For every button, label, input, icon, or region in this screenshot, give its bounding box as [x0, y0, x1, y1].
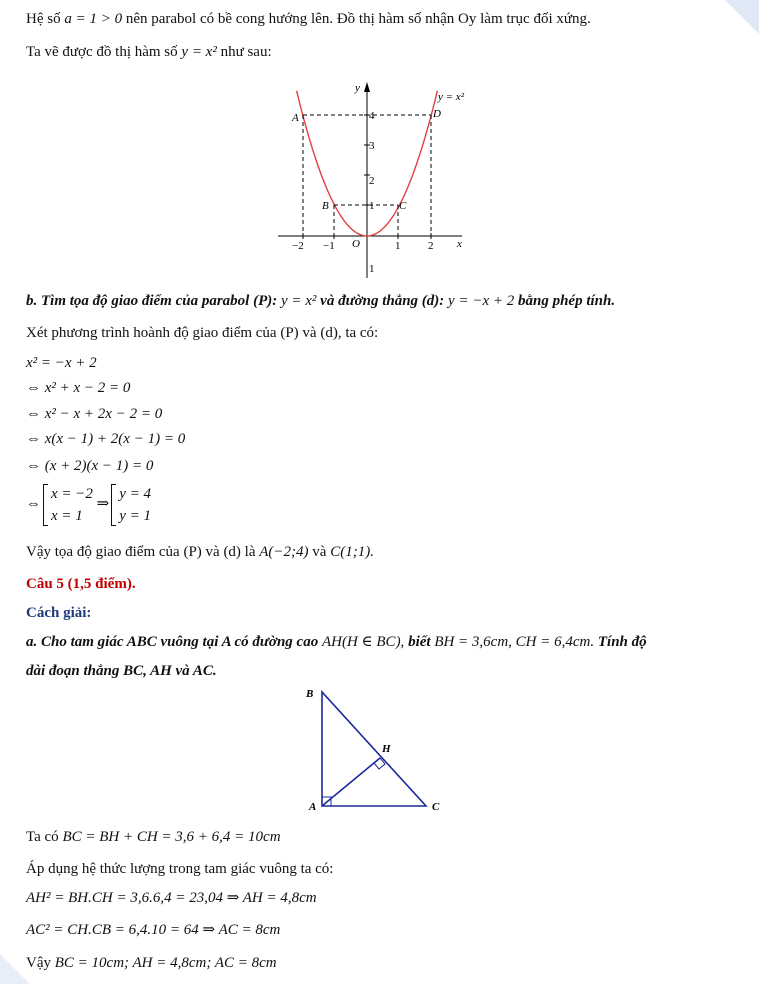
solution-heading: Cách giải:: [26, 605, 92, 621]
equation-2: ⇔ x² + x − 2 = 0: [26, 380, 131, 396]
point-A-label: A: [292, 112, 299, 124]
triangle-ABC: [322, 692, 426, 806]
text: và: [312, 544, 327, 560]
equivalence-symbol: ⇔: [26, 496, 41, 512]
question-5-heading: Câu 5 (1,5 điểm).: [26, 576, 136, 592]
text: Tính độ: [597, 634, 647, 650]
solution-step-3: AH² = BH.CH = 3,6.6,4 = 23,04 ⇒ AH = 4,8cm: [26, 890, 317, 906]
text: và đường thẳng (d):: [320, 293, 445, 309]
y-tick-label: 2: [369, 175, 375, 187]
text: x = 1: [51, 507, 83, 524]
text: Ta có: [26, 829, 59, 845]
y-axis-label: y: [355, 82, 360, 94]
equation-6: [26, 482, 151, 527]
math: AH(H ∈ BC),: [321, 634, 405, 650]
y-tick-label: 1: [369, 200, 375, 212]
equation-4: ⇔ x(x − 1) + 2(x − 1) = 0: [26, 431, 186, 447]
text: Vậy: [26, 955, 51, 971]
math: y = x²: [280, 293, 317, 309]
equation-3: ⇔ x² − x + 2x − 2 = 0: [26, 406, 163, 422]
math: a = 1 > 0: [64, 11, 123, 27]
point-D-label: D: [433, 108, 441, 120]
solution-step-4: AC² = CH.CB = 6,4.10 = 64 ⇒ AC = 8cm: [26, 922, 281, 938]
x-tick-label: 1: [395, 240, 401, 252]
bracket: [43, 484, 48, 526]
math: y = −x + 2: [448, 293, 515, 309]
text: a. Cho tam giác ABC vuông tại A có đường cao: [26, 634, 319, 650]
x-tick-label: −2: [292, 240, 304, 252]
math: BC = 10cm; AH = 4,8cm; AC = 8cm: [54, 955, 277, 971]
text: biết: [408, 634, 431, 650]
origin-label: O: [352, 238, 360, 250]
equation-5: ⇔ (x + 2)(x − 1) = 0: [26, 458, 154, 474]
text: Vậy tọa độ giao điểm của (P) và (d) là: [26, 544, 256, 560]
vertex-C-label: C: [432, 801, 440, 813]
text: Ta vẽ được đồ thị hàm số: [26, 44, 178, 60]
text: Hệ số: [26, 11, 61, 27]
part-a-question: [26, 632, 647, 652]
math: BH = 3,6cm, CH = 6,4cm.: [434, 634, 595, 650]
vertex-H-label: H: [382, 743, 391, 755]
part-b-title: [26, 291, 615, 311]
point-B-label: B: [322, 200, 329, 212]
part-b-conclusion: [26, 542, 374, 562]
y-tick-label: 3: [369, 140, 375, 152]
math: y = x²: [181, 44, 217, 60]
text: y = 4: [119, 485, 152, 502]
text: nên parabol có bề cong hướng lên. Đồ thị hàm số nhận Oy làm trục đối xứng.: [125, 11, 591, 27]
solution-step-2: Áp dụng hệ thức lượng trong tam giác vuông ta có:: [26, 861, 334, 877]
vertex-A-label: A: [309, 801, 317, 813]
y-axis-arrow: [364, 82, 370, 92]
equation-1: x² = −x + 2: [26, 355, 97, 371]
part-a-question-line-2: dài đoạn thẳng BC, AH và AC.: [26, 663, 217, 679]
y-tick-label: 1: [369, 263, 375, 275]
triangle-figure: [300, 684, 450, 814]
text: bằng phép tính.: [517, 293, 616, 309]
math: C(1;1).: [330, 544, 374, 560]
system-right: [119, 483, 151, 527]
solution-step-1: [26, 827, 281, 847]
x-axis-label: x: [457, 238, 462, 250]
text: b. Tìm tọa độ giao điểm của parabol (P):: [26, 293, 278, 309]
point-C-label: C: [399, 200, 407, 212]
math: A(−2;4): [259, 544, 309, 560]
x-tick-label: −1: [323, 240, 335, 252]
intro-line-2: [26, 42, 272, 62]
system-left: [51, 483, 93, 527]
text: x = −2: [51, 485, 93, 502]
part-b-intro: Xét phương trình hoành độ giao điểm của (P) và (d), ta có:: [26, 325, 379, 341]
solution-step-5: [26, 953, 277, 973]
curve-label: y = x²: [438, 91, 464, 103]
bracket: [111, 484, 116, 526]
intro-line-1: [26, 9, 591, 29]
math: BC = BH + CH = 3,6 + 6,4 = 10cm: [62, 829, 281, 845]
page-corner-decoration: [725, 0, 759, 34]
y-tick-label: 4: [369, 110, 375, 122]
text: như sau:: [220, 44, 272, 60]
parabola-graph: [270, 78, 480, 280]
x-tick-label: 2: [428, 240, 434, 252]
vertex-B-label: B: [306, 688, 314, 700]
text: y = 1: [119, 507, 152, 524]
implies-symbol: ⇒: [96, 496, 110, 512]
